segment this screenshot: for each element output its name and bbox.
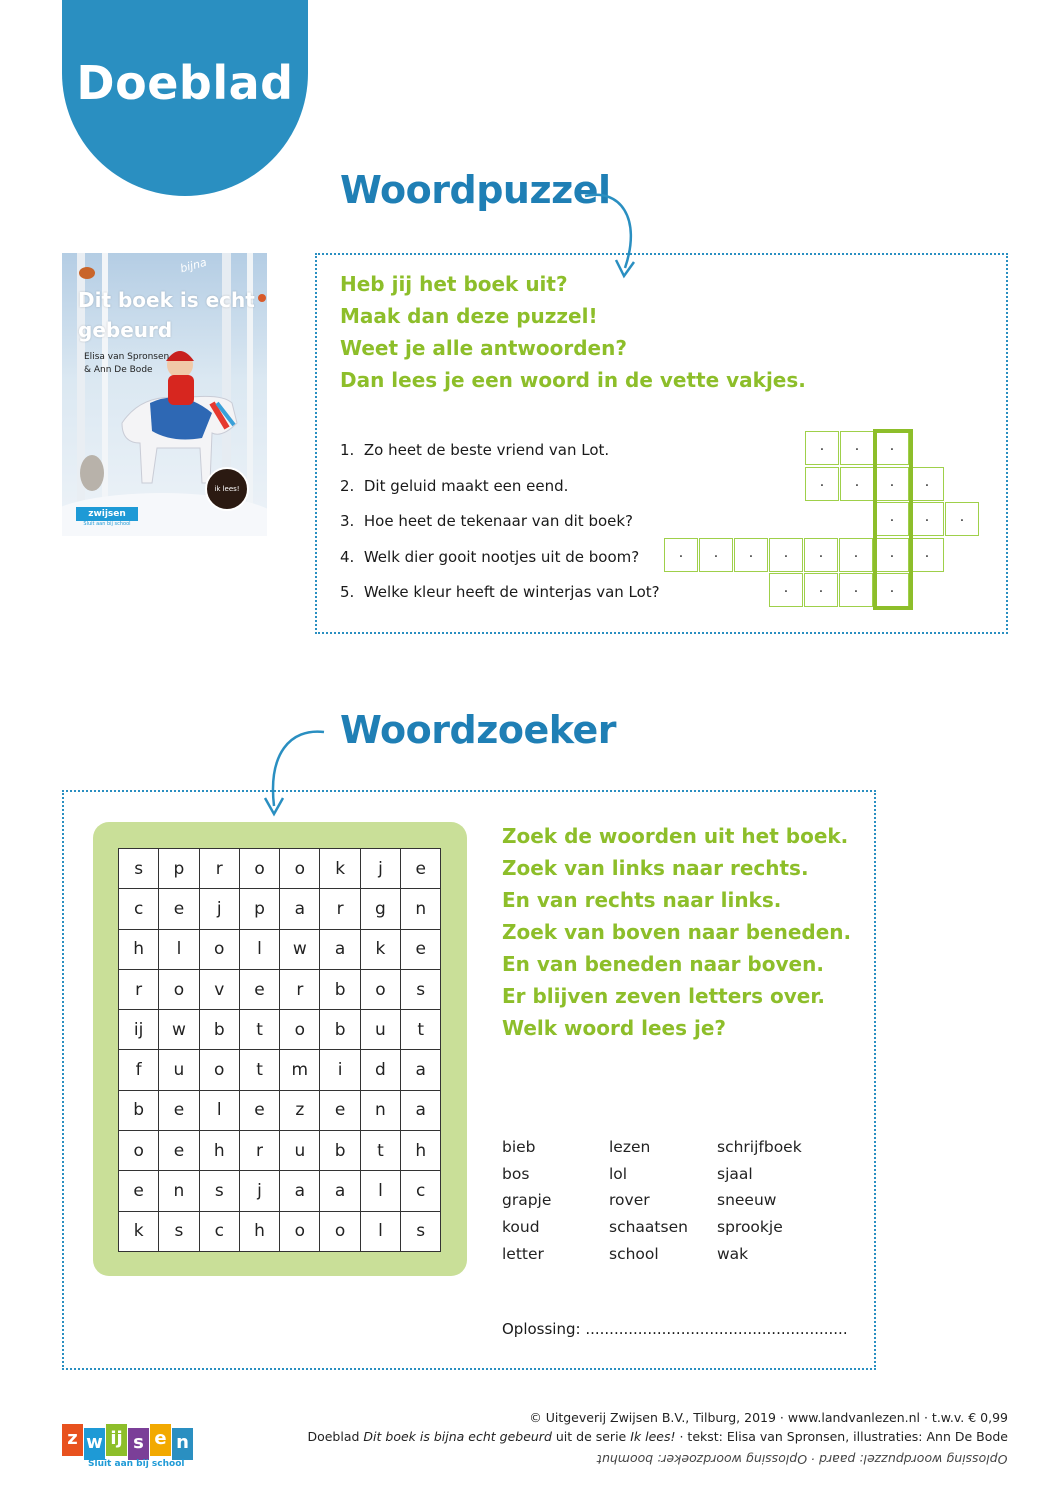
word-list-col-1: [502, 1134, 551, 1268]
grid-letter[interactable]: i: [320, 1050, 360, 1090]
grid-letter[interactable]: s: [401, 969, 441, 1009]
grid-letter[interactable]: o: [320, 1211, 360, 1251]
grid-letter[interactable]: a: [280, 1171, 320, 1211]
grid-letter[interactable]: o: [119, 1131, 159, 1171]
grid-letter[interactable]: c: [119, 889, 159, 929]
cover-publisher-tagline: Sluit aan bij school: [83, 521, 131, 527]
word-list-item: sjaal: [717, 1164, 753, 1183]
logo-letter-tile: n: [172, 1428, 193, 1460]
word-list-item: sneeuw: [717, 1191, 777, 1210]
crossword-cell[interactable]: .: [875, 573, 909, 607]
question-item: 2. Dit geluid maakt een eend.: [340, 476, 569, 495]
grid-letter[interactable]: b: [320, 969, 360, 1009]
grid-letter[interactable]: j: [199, 889, 239, 929]
word-list-item: grapje: [502, 1191, 552, 1210]
question-item: 4. Welk dier gooit nootjes uit de boom?: [340, 547, 640, 566]
grid-letter[interactable]: o: [159, 969, 199, 1009]
logo-letter-tile: s: [128, 1428, 149, 1460]
grid-letter[interactable]: e: [401, 929, 441, 969]
word-list-item: lezen: [609, 1138, 651, 1156]
grid-letter[interactable]: u: [360, 1010, 400, 1050]
logo-letter-tile: w: [84, 1428, 105, 1460]
grid-letter[interactable]: n: [401, 889, 441, 929]
instruction-line: En van beneden naar boven.: [502, 952, 824, 976]
grid-letter[interactable]: r: [239, 1131, 279, 1171]
instruction-line: Er blijven zeven letters over.: [502, 984, 825, 1008]
word-list-item: sprookje: [717, 1218, 783, 1237]
grid-letter[interactable]: w: [280, 929, 320, 969]
instruction-line: Zoek de woorden uit het boek.: [502, 824, 849, 848]
grid-letter[interactable]: p: [159, 849, 199, 889]
footer-upside-down-solution: Oplossing woordpuzzel: paard · Oplossing woordzoeker: boomhut: [597, 1452, 1008, 1467]
grid-letter[interactable]: n: [159, 1171, 199, 1211]
word-list-item: lol: [609, 1164, 628, 1183]
grid-letter[interactable]: a: [401, 1050, 441, 1090]
grid-letter[interactable]: c: [199, 1211, 239, 1251]
crossword-cell[interactable]: .: [875, 502, 909, 536]
grid-letter[interactable]: z: [280, 1090, 320, 1130]
crossword-cell[interactable]: .: [840, 467, 874, 501]
word-list-item: school: [609, 1244, 659, 1263]
word-list-col-3: [717, 1134, 802, 1268]
footer-copyright: © Uitgeverij Zwijsen B.V., Tilburg, 2019 · www.landvanlezen.nl · t.w.v. € 0,99: [529, 1410, 1008, 1425]
footer-credit: Doeblad Dit boek is bijna echt gebeurd uit de serie Ik lees! · tekst: Elisa van Spronsen, illustraties: Ann De Bode: [307, 1429, 1008, 1444]
intro-line: Weet je alle antwoorden?: [340, 336, 627, 360]
puzzle-intro: [340, 268, 806, 396]
crossword-cell[interactable]: .: [804, 538, 838, 572]
book-cover: [62, 253, 267, 536]
cover-bijna: bijna: [178, 255, 209, 276]
grid-letter[interactable]: o: [280, 849, 320, 889]
grid-letter[interactable]: o: [199, 1050, 239, 1090]
crossword-cell[interactable]: .: [839, 538, 873, 572]
grid-letter[interactable]: h: [199, 1131, 239, 1171]
cover-title-line2: gebeurd: [78, 318, 173, 342]
zwijsen-logo: [62, 1424, 202, 1458]
grid-row: [119, 889, 441, 929]
grid-letter[interactable]: u: [280, 1131, 320, 1171]
crossword-cell[interactable]: .: [805, 431, 839, 465]
word-list-item: bieb: [502, 1138, 536, 1156]
word-list-item: rover: [609, 1191, 650, 1210]
wordsearch-title: Woordzoeker: [340, 708, 616, 752]
puzzle-title: Woordpuzzel: [340, 168, 611, 212]
grid-letter[interactable]: s: [159, 1211, 199, 1251]
grid-letter[interactable]: e: [239, 1090, 279, 1130]
grid-letter[interactable]: r: [119, 969, 159, 1009]
crossword-cell[interactable]: .: [945, 502, 979, 536]
crossword-cell[interactable]: .: [839, 573, 873, 607]
grid-letter[interactable]: h: [119, 929, 159, 969]
grid-letter[interactable]: b: [320, 1010, 360, 1050]
question-item: 5. Welke kleur heeft de winterjas van Lot?: [340, 583, 660, 601]
grid-letter[interactable]: n: [360, 1090, 400, 1130]
word-list-item: koud: [502, 1218, 540, 1237]
word-list-item: schaatsen: [609, 1218, 688, 1237]
zwijsen-tagline: Sluit aan bij school: [88, 1459, 185, 1469]
solution-line[interactable]: .......................................................: [585, 1320, 848, 1338]
grid-letter[interactable]: s: [119, 849, 159, 889]
crossword-cell[interactable]: .: [840, 431, 874, 465]
wordsearch-instructions: [502, 820, 851, 1044]
question-item: 1. Zo heet de beste vriend van Lot.: [340, 441, 610, 459]
crossword-cell[interactable]: .: [910, 467, 944, 501]
grid-letter[interactable]: o: [280, 1211, 320, 1251]
grid-letter[interactable]: o: [360, 969, 400, 1009]
grid-letter[interactable]: s: [401, 1211, 441, 1251]
grid-letter[interactable]: r: [280, 969, 320, 1009]
grid-letter[interactable]: j: [239, 1171, 279, 1211]
cover-authors-line2: & Ann De Bode: [84, 365, 153, 375]
logo-letter-tile: e: [150, 1424, 171, 1456]
grid-letter[interactable]: j: [360, 849, 400, 889]
crossword-cell[interactable]: .: [875, 467, 909, 501]
instruction-line: En van rechts naar links.: [502, 888, 782, 912]
crossword-cell[interactable]: .: [805, 467, 839, 501]
grid-letter[interactable]: e: [119, 1171, 159, 1211]
grid-letter[interactable]: o: [239, 849, 279, 889]
word-list-item: bos: [502, 1164, 530, 1183]
grid-row: [119, 1171, 441, 1211]
grid-letter[interactable]: a: [401, 1090, 441, 1130]
grid-letter[interactable]: k: [320, 849, 360, 889]
crossword-cell[interactable]: .: [769, 538, 803, 572]
crossword-cell[interactable]: .: [910, 502, 944, 536]
grid-row: [119, 1050, 441, 1090]
word-list-item: schrijfboek: [717, 1138, 802, 1156]
grid-letter[interactable]: v: [199, 969, 239, 1009]
puzzle-questions: [340, 434, 660, 612]
grid-letter[interactable]: l: [360, 1171, 400, 1211]
crossword-cell[interactable]: .: [664, 538, 698, 572]
cover-series-badge: ik lees!: [205, 467, 249, 511]
grid-letter[interactable]: e: [159, 1131, 199, 1171]
grid-letter[interactable]: u: [159, 1050, 199, 1090]
grid-letter[interactable]: e: [159, 1090, 199, 1130]
grid-row: [119, 1090, 441, 1130]
logo-letter-tile: ij: [106, 1424, 127, 1456]
instruction-line: Welk woord lees je?: [502, 1016, 727, 1040]
grid-letter[interactable]: k: [360, 929, 400, 969]
grid-letter[interactable]: c: [401, 1171, 441, 1211]
grid-letter[interactable]: o: [280, 1010, 320, 1050]
grid-letter[interactable]: r: [199, 849, 239, 889]
grid-letter[interactable]: d: [360, 1050, 400, 1090]
cover-title-line1: Dit boek is echt: [78, 288, 255, 312]
grid-letter[interactable]: a: [280, 889, 320, 929]
logo-letter-tile: z: [62, 1424, 83, 1456]
cover-publisher-logo: zwijsen: [76, 507, 138, 521]
question-item: 3. Hoe heet de tekenaar van dit boek?: [340, 512, 634, 530]
grid-letter[interactable]: t: [360, 1131, 400, 1171]
grid-letter[interactable]: m: [280, 1050, 320, 1090]
intro-line: Dan lees je een woord in de vette vakjes.: [340, 368, 806, 392]
grid-letter[interactable]: e: [159, 889, 199, 929]
instruction-line: Zoek van links naar rechts.: [502, 856, 809, 880]
crossword-cell[interactable]: .: [734, 538, 768, 572]
grid-letter[interactable]: l: [239, 929, 279, 969]
word-list-item: wak: [717, 1244, 749, 1263]
grid-row: [119, 1131, 441, 1171]
intro-line: Heb jij het boek uit?: [340, 272, 568, 296]
grid-row: [119, 969, 441, 1009]
grid-letter[interactable]: ij: [119, 1010, 159, 1050]
badge-title: Doeblad: [76, 56, 294, 110]
crossword-cell[interactable]: .: [910, 538, 944, 572]
word-list-item: letter: [502, 1244, 544, 1263]
grid-letter[interactable]: r: [320, 889, 360, 929]
grid-letter[interactable]: l: [360, 1211, 400, 1251]
grid-letter[interactable]: w: [159, 1010, 199, 1050]
grid-letter[interactable]: l: [159, 929, 199, 969]
grid-letter[interactable]: t: [401, 1010, 441, 1050]
grid-letter[interactable]: a: [320, 1171, 360, 1211]
grid-row: [119, 929, 441, 969]
grid-letter[interactable]: h: [401, 1131, 441, 1171]
grid-letter[interactable]: e: [401, 849, 441, 889]
word-list-col-2: [609, 1134, 688, 1268]
grid-row: [119, 1010, 441, 1050]
crossword-cell[interactable]: .: [875, 431, 909, 465]
grid-letter[interactable]: e: [320, 1090, 360, 1130]
grid-row: [119, 849, 441, 889]
grid-letter[interactable]: l: [199, 1090, 239, 1130]
intro-line: Maak dan deze puzzel!: [340, 304, 598, 328]
crossword-cell[interactable]: .: [769, 573, 803, 607]
grid-letter[interactable]: g: [360, 889, 400, 929]
grid-letter[interactable]: s: [199, 1171, 239, 1211]
grid-letter[interactable]: t: [239, 1050, 279, 1090]
grid-letter[interactable]: a: [320, 929, 360, 969]
wordsearch-grid: [118, 848, 441, 1252]
grid-letter[interactable]: f: [119, 1050, 159, 1090]
cover-authors-line1: Elisa van Spronsen: [84, 352, 170, 362]
grid-letter[interactable]: t: [239, 1010, 279, 1050]
grid-row: [119, 1211, 441, 1251]
solution-row: [502, 1320, 848, 1338]
crossword-cell[interactable]: .: [804, 573, 838, 607]
solution-label: Oplossing:: [502, 1320, 581, 1338]
crossword-cell[interactable]: .: [875, 538, 909, 572]
instruction-line: Zoek van boven naar beneden.: [502, 920, 852, 944]
grid-letter[interactable]: b: [320, 1131, 360, 1171]
grid-letter[interactable]: e: [239, 969, 279, 1009]
crossword-cell[interactable]: .: [699, 538, 733, 572]
grid-letter[interactable]: o: [199, 929, 239, 969]
grid-letter[interactable]: p: [239, 889, 279, 929]
grid-letter[interactable]: k: [119, 1211, 159, 1251]
grid-letter[interactable]: b: [119, 1090, 159, 1130]
grid-letter[interactable]: b: [199, 1010, 239, 1050]
grid-letter[interactable]: h: [239, 1211, 279, 1251]
